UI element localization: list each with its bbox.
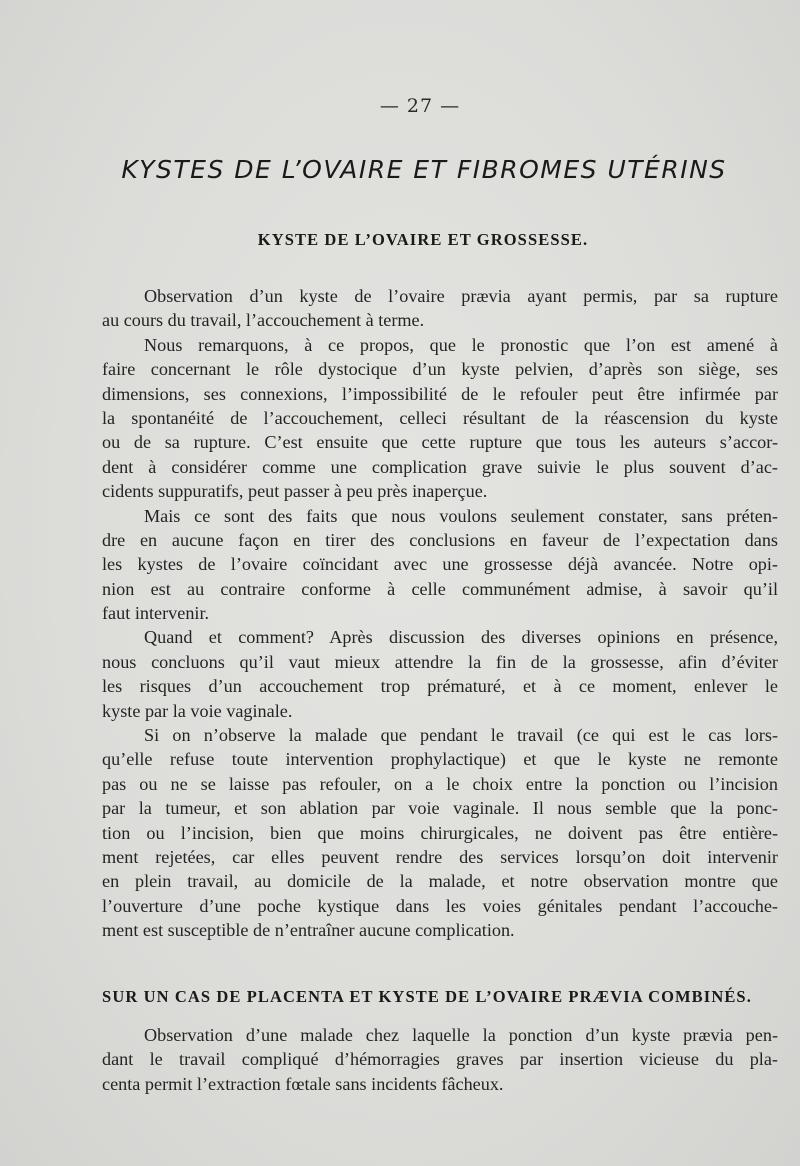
text-line: ment est susceptible de n’entraîner aucune complication. [102, 920, 515, 941]
text-line: dent à considérer comme une complication grave suivie le plus souvent d’ac- [102, 456, 778, 477]
section-body-kyste-grossesse [102, 284, 778, 943]
text-line: Observation d’un kyste de l’ovaire prævia ayant permis, par sa rupture [144, 286, 778, 306]
page-number: — 27 — [379, 95, 461, 117]
text-line: en plein travail, au domicile de la malade, et notre observation montre que [102, 871, 778, 892]
section-heading-placenta-kyste: SUR UN CAS DE PLACENTA ET KYSTE DE L’OVAIRE PRÆVIA COMBINÉS. [102, 987, 752, 1006]
text-line: nion est au contraire conforme à celle communément admise, à savoir qu’il [102, 578, 778, 599]
text-line: Mais ce sont des faits que nous voulons seulement constater, sans préten- [144, 505, 778, 526]
text-line: dant le travail compliqué d’hémorragies graves par insertion vicieuse du pla- [102, 1049, 778, 1070]
text-line: cidents suppuratifs, peut passer à peu près inaperçue. [102, 481, 488, 502]
text-line: centa permit l’extraction fœtale sans incidents fâcheux. [102, 1073, 504, 1094]
text-line: ou de sa rupture. C’est ensuite que cette rupture que tous les auteurs s’accor- [102, 432, 778, 453]
text-line: ment rejetées, car elles peuvent rendre des services lorsqu’on doit intervenir [102, 846, 778, 867]
text-line: dre en aucune façon en tirer des conclusions en faveur de l’expectation dans [102, 529, 778, 550]
text-line: qu’elle refuse toute intervention prophylactique) et que le kyste ne remonte [102, 749, 778, 770]
section-body-placenta-kyste [102, 1023, 778, 1096]
text-line: Nous remarquons, à ce propos, que le pronostic que l’on est amené à [144, 334, 778, 355]
text-line: nous concluons qu’il vaut mieux attendre la fin de la grossesse, afin d’éviter [102, 651, 778, 672]
text-line: faut intervenir. [102, 603, 210, 624]
text-line: Observation d’une malade chez laquelle la ponction d’un kyste prævia pen- [144, 1025, 778, 1045]
text-line: la spontanéité de l’accouchement, celleci résultant de la réascension du kyste [102, 407, 778, 428]
section-heading-kyste-grossesse: KYSTE DE L’OVAIRE ET GROSSESSE. [257, 230, 589, 249]
text-line: les risques d’un accouchement trop prématuré, et à ce moment, enlever le [102, 676, 778, 697]
text-line: dimensions, ses connexions, l’impossibilité de le refouler peut être infirmée par [102, 383, 778, 404]
text-line: l’ouverture d’une poche kystique dans les voies génitales pendant l’accouche- [102, 895, 778, 916]
main-title: KYSTES DE L’OVAIRE ET FIBROMES UTÉRINS [121, 155, 727, 184]
text-line: tion ou l’incision, bien que moins chirurgicales, ne doivent pas être entière- [102, 822, 778, 843]
text-line: les kystes de l’ovaire coïncidant avec une grossesse déjà avancée. Notre opi- [102, 554, 778, 575]
text-line: Si on n’observe la malade que pendant le travail (ce qui est le cas lors- [144, 725, 778, 746]
text-line: kyste par la voie vaginale. [102, 700, 293, 721]
text-line: Quand et comment? Après discussion des diverses opinions en présence, [144, 627, 778, 648]
text-line: pas ou ne se laisse pas refouler, on a le choix entre la ponction ou l’incision [102, 773, 778, 794]
text-line: au cours du travail, l’accouchement à terme. [102, 310, 425, 331]
text-line: faire concernant le rôle dystocique d’un kyste pelvien, d’après son siège, ses [102, 359, 778, 380]
text-line: par la tumeur, et son ablation par voie vaginale. Il nous semble que la ponc- [102, 798, 778, 819]
